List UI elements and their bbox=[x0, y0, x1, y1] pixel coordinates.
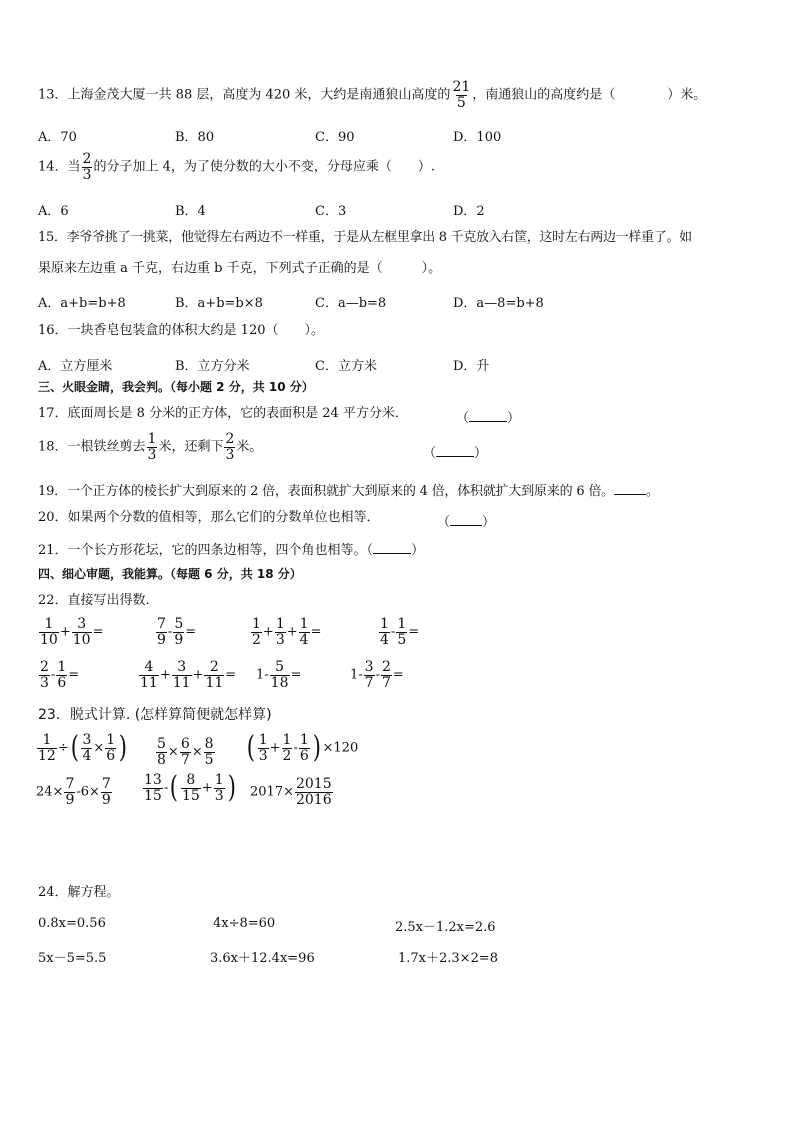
question-17: 17．底面周长是 8 分米的正方体，它的表面积是 24 平方分米． bbox=[38, 406, 408, 421]
q21-answer-blank[interactable] bbox=[373, 541, 411, 554]
question-13 bbox=[38, 80, 706, 110]
q24-equation-2: 4x÷8=60 bbox=[213, 916, 276, 931]
q18-fraction-1: $\frac{1}{3}$ bbox=[147, 431, 157, 463]
question-14 bbox=[38, 152, 435, 182]
q14-text-before: 14．当 bbox=[38, 159, 81, 175]
q22-expr-2: $\frac{7}{9}$ - $\frac{5}{9}$ = bbox=[157, 616, 197, 648]
q18-fraction-2: $\frac{2}{3}$ bbox=[225, 431, 235, 463]
q16-option-c[interactable]: C．立方米 bbox=[315, 359, 377, 374]
q15-line2: 果原来左边重 a 千克，右边重 b 千克，下列式子正确的是（ ）。 bbox=[38, 261, 442, 276]
q17-answer-blank[interactable]: （ ） bbox=[456, 411, 521, 426]
q23-expr-4: 24× $\frac{7}{9}$ -6× $\frac{7}{9}$ bbox=[36, 776, 111, 808]
q16-option-a[interactable]: A．立方厘米 bbox=[38, 359, 113, 374]
q22-title: 22．直接写出得数. bbox=[38, 593, 150, 608]
q14-text-after: 的分子加上 4，为了使分数的大小不变，分母应乘（ ）. bbox=[93, 159, 436, 175]
q24-title: 24．解方程。 bbox=[38, 885, 120, 900]
q23-expr-2: $\frac{5}{8}$ × $\frac{6}{7}$ × $\frac{8}{5}$ bbox=[157, 736, 214, 768]
q13-option-b[interactable]: B．80 bbox=[175, 130, 215, 145]
q24-equation-4: 5x－5=5.5 bbox=[38, 951, 107, 966]
q13-fraction: $\frac{21}{5}$ bbox=[452, 79, 471, 111]
q22-expr-3: $\frac{1}{2}$ + $\frac{1}{3}$ + $\frac{1}{4}$ = bbox=[252, 616, 322, 648]
q13-option-c[interactable]: C．90 bbox=[315, 130, 355, 145]
q13-text-after: ，南通狼山的高度约是（ ）米。 bbox=[472, 87, 707, 103]
section-3-heading: 三、火眼金睛，我会判。（每小题 2 分，共 10 分） bbox=[38, 380, 314, 394]
question-21: 21．一个长方形花坛，它的四条边相等，四个角也相等。（ ） bbox=[38, 543, 425, 558]
question-16: 16．一块香皂包装盒的体积大约是 120（ ）。 bbox=[38, 323, 324, 338]
q16-option-d[interactable]: D．升 bbox=[453, 359, 490, 374]
q14-option-a[interactable]: A．6 bbox=[38, 204, 69, 219]
q13-text-before: 13．上海金茂大厦一共 88 层，高度为 420 米，大约是南通狼山高度的 bbox=[38, 87, 451, 103]
q14-option-c[interactable]: C．3 bbox=[315, 204, 347, 219]
q24-equation-5: 3.6x＋12.4x=96 bbox=[210, 951, 315, 966]
question-19: 19．一个正方体的棱长扩大到原来的 2 倍，表面积就扩大到原来的 4 倍，体积就扩大到原来的 6 倍。 。 bbox=[38, 484, 659, 499]
q18-answer-blank[interactable]: （ ） bbox=[423, 446, 488, 461]
q15-option-c[interactable]: C．a—b=8 bbox=[315, 296, 387, 311]
q15-option-d[interactable]: D．a—8=b+8 bbox=[453, 296, 544, 311]
q20-answer-blank[interactable]: （ ） bbox=[437, 515, 496, 530]
q14-option-d[interactable]: D．2 bbox=[453, 204, 485, 219]
q24-equation-6: 1.7x＋2.3×2=8 bbox=[398, 951, 499, 966]
q13-option-d[interactable]: D．100 bbox=[453, 130, 502, 145]
q22-expr-8: 1- $\frac{3}{7}$ - $\frac{2}{7}$ = bbox=[350, 659, 404, 691]
q15-option-a[interactable]: A．a+b=b+8 bbox=[38, 296, 126, 311]
q14-fraction: $\frac{2}{3}$ bbox=[82, 151, 92, 183]
q23-expr-5: $\frac{13}{15}$ -( $\frac{8}{15}$ + $\frac{1}{3}$ ) bbox=[144, 770, 236, 806]
q24-equation-1: 0.8x=0.56 bbox=[38, 916, 106, 931]
q22-expr-7: 1- $\frac{5}{18}$ = bbox=[256, 659, 302, 691]
q22-expr-5: $\frac{2}{3}$ - $\frac{1}{6}$ = bbox=[40, 659, 80, 691]
q14-option-b[interactable]: B．4 bbox=[175, 204, 206, 219]
question-20: 20．如果两个分数的值相等，那么它们的分数单位也相等． bbox=[38, 510, 380, 525]
q16-option-b[interactable]: B．立方分米 bbox=[175, 359, 250, 374]
q24-equation-3: 2.5x－1.2x=2.6 bbox=[395, 920, 496, 935]
question-18: 18．一根铁丝剪去 $\frac{1}{3}$ 米，还剩下 $\frac{2}{3}$ 米。 bbox=[38, 431, 263, 463]
q22-expr-1: $\frac{1}{10}$ + $\frac{3}{10}$ = bbox=[40, 616, 104, 648]
q19-answer-blank[interactable] bbox=[614, 482, 646, 495]
q15-line1: 15．李爷爷挑了一挑菜，他觉得左右两边不一样重，于是从左框里拿出 8 千克放入右筐，这时左右两边一样重了。如 bbox=[38, 230, 692, 245]
q22-expr-6: $\frac{4}{11}$ + $\frac{3}{11}$ + $\frac{2}{11}$ = bbox=[140, 659, 237, 691]
q22-expr-4: $\frac{1}{4}$ - $\frac{1}{5}$ = bbox=[380, 616, 420, 648]
q23-expr-6: 2017× $\frac{2015}{2016}$ bbox=[250, 776, 332, 808]
section-4-heading: 四、细心审题，我能算。（每题 6 分，共 18 分） bbox=[38, 567, 302, 581]
q23-expr-1: $\frac{1}{12}$ ÷( $\frac{3}{4}$ × $\frac{1}{6}$ ) bbox=[38, 730, 128, 766]
q15-option-b[interactable]: B．a+b=b×8 bbox=[175, 296, 263, 311]
q13-option-a[interactable]: A．70 bbox=[38, 130, 77, 145]
q23-expr-3: ( $\frac{1}{3}$ + $\frac{1}{2}$ - $\frac{1}{6}$ ) ×120 bbox=[246, 730, 359, 766]
q23-title: 23．脱式计算. (怎样算简便就怎样算) bbox=[38, 707, 272, 723]
